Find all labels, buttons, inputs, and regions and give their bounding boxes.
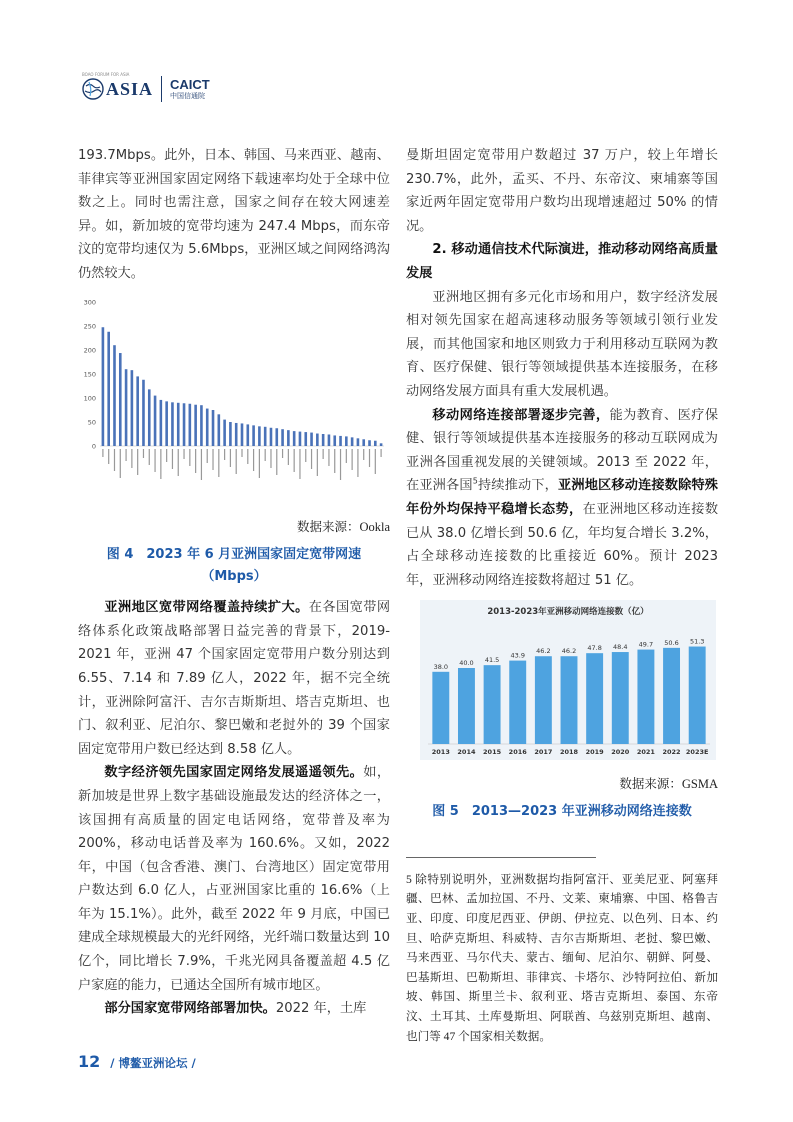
- bar-41: [339, 435, 342, 445]
- y-tick-label: 200: [83, 346, 96, 355]
- bar-2018: [561, 657, 578, 745]
- bar-38: [322, 434, 325, 446]
- caict-logo: [170, 78, 210, 100]
- boao-small-text: BOAO FORUM FOR ASIA: [82, 72, 130, 77]
- y-tick-label: 50: [87, 418, 96, 427]
- paragraph-left-2-lead: 亚洲地区宽带网络覆盖持续扩大。: [104, 600, 309, 616]
- right-column: [406, 144, 718, 1046]
- x-label-placeholder: [305, 449, 306, 462]
- bar-5: [131, 370, 134, 446]
- bar-15: [189, 403, 192, 445]
- bar-37: [316, 433, 319, 445]
- bar-19: [212, 410, 215, 446]
- category-label: 2021: [636, 748, 655, 757]
- x-label-placeholder: [230, 449, 231, 467]
- figure-5-source: 数据来源：GSMA: [619, 776, 718, 791]
- paragraph-right-2: 亚洲地区拥有多元化市场和用户，数字经济发展相对领先国家在超高速移动服务等领域引领行业发展，而其他国家和地区则致力于利用移动互联网为教育、医疗保健、银行等领域提供基本连接服务，在移动网络发展方面具有重大发展机遇。: [406, 289, 718, 399]
- paragraph-right-3-highlight: 亚洲地区移动连接数除特殊年份外均保持平稳增长态势，: [406, 478, 718, 517]
- bar-26: [252, 425, 255, 446]
- paragraph-left-4-lead: 部分国家宽带网络部署加快。: [104, 1001, 276, 1017]
- x-label-placeholder: [294, 449, 295, 472]
- x-label-placeholder: [207, 449, 208, 463]
- y-tick-label: 150: [83, 370, 96, 379]
- paragraph-right-3: [406, 404, 718, 593]
- bar-29: [270, 427, 273, 445]
- header-logos: [82, 74, 210, 104]
- value-label: 41.5: [484, 656, 500, 665]
- bar-33: [293, 431, 296, 446]
- bar-6: [136, 376, 139, 446]
- value-label: 47.8: [587, 644, 602, 653]
- value-label: 46.2: [536, 647, 551, 656]
- bar-27: [258, 426, 261, 446]
- footer-title: / 博鳌亚洲论坛 /: [110, 1056, 196, 1070]
- category-label: 2015: [483, 748, 502, 757]
- x-label-placeholder: [265, 449, 266, 461]
- bar-10: [160, 399, 163, 445]
- x-label-placeholder: [346, 449, 347, 463]
- y-tick-label: 250: [83, 322, 96, 331]
- x-label-placeholder: [363, 449, 364, 460]
- x-label-placeholder: [108, 449, 109, 464]
- bar-31: [281, 429, 284, 446]
- x-label-placeholder: [172, 449, 173, 469]
- globe-icon: [82, 78, 104, 100]
- bar-12: [171, 402, 174, 446]
- x-label-placeholder: [340, 449, 341, 480]
- x-label-placeholder: [149, 449, 150, 465]
- x-label-placeholder: [183, 449, 184, 459]
- x-label-placeholder: [282, 449, 283, 458]
- bar-39: [328, 434, 331, 446]
- bar-9: [154, 395, 157, 445]
- x-label-placeholder: [288, 449, 289, 465]
- x-label-placeholder: [247, 449, 248, 464]
- bar-20: [218, 414, 221, 446]
- figure-5-caption: 图 5 2013—2023 年亚洲移动网络连接数: [432, 803, 692, 819]
- bar-2022: [663, 648, 680, 744]
- paragraph-left-3-lead: 数字经济领先国家固定网络发展遥遥领先。: [104, 765, 364, 781]
- x-label-placeholder: [166, 449, 167, 462]
- y-tick-label: 300: [83, 298, 96, 307]
- figure-5-chart: [420, 600, 716, 760]
- x-label-placeholder: [125, 449, 126, 461]
- bar-2014: [458, 668, 475, 744]
- footnote-divider: [406, 857, 596, 858]
- x-label-placeholder: [311, 449, 312, 469]
- paragraph-right-3-a: 能为教育、医疗保健、银行等领域提供基本连接服务的移动互联网成为亚洲各国重视发展的关键领域。2013 至 2022 年，在亚洲各国: [406, 407, 719, 494]
- bar-47: [374, 440, 377, 445]
- category-label: 2018: [559, 748, 579, 757]
- x-label-placeholder: [102, 449, 103, 457]
- bar-22: [229, 422, 232, 446]
- bar-23: [235, 423, 238, 446]
- y-tick-label: 0: [91, 442, 96, 451]
- section-heading-2: [406, 238, 718, 285]
- category-label: 2014: [457, 748, 476, 757]
- paragraph-left-3-body: 如，新加坡是世界上数字基础设施最发达的经济体之一，该国拥有高质量的固定电话网络，宽带普及率为 200%，移动电话普及率为 160.6%。又如，2022 年，中国（包含香港、澳门、台湾地区）固定宽带用户数达到 6.0 亿人，占亚洲国家比重的 16.6%（上年为 15.1%）。此外，截至 2022 年 9 月底，中国已建成全球规模最大的光纤网络，光纤端口数量达到 10 亿个，同比增长 7.9%，千兆光网具备覆盖超 4.5 亿户家庭的能力，已通达全国所有城市地区。: [78, 765, 391, 993]
- x-label-placeholder: [317, 449, 318, 476]
- page-footer: [78, 1052, 196, 1071]
- bar-2015: [484, 665, 501, 744]
- x-label-placeholder: [160, 449, 161, 479]
- bar-28: [264, 426, 267, 445]
- bar-44: [357, 438, 360, 446]
- x-label-placeholder: [357, 449, 358, 477]
- x-label-placeholder: [178, 449, 179, 476]
- section-heading-2-text: 2. 移动通信技术代际演进，推动移动网络高质量发展: [406, 242, 718, 281]
- footnote-5: 5 除特别说明外，亚洲数据均指阿富汗、亚美尼亚、阿塞拜疆、巴林、孟加拉国、不丹、文莱、柬埔寨、中国、格鲁吉亚、印度、印度尼西亚、伊朗、伊拉克、以色列、日本、约旦、哈萨克斯坦、科威特、吉尔吉斯斯坦、老挝、黎巴嫩、马来西亚、马尔代夫、蒙古、缅甸、尼泊尔、朝鲜、阿曼、巴基斯坦、巴勒斯坦、菲律宾、卡塔尔、沙特阿拉伯、新加坡、韩国、斯里兰卡、叙利亚、塔吉克斯坦、泰国、东帝汶、土耳其、土库曼斯坦、阿联酋、乌兹别克斯坦、越南、也门等 47 个国家相关数据。: [406, 872, 718, 1043]
- value-label: 40.0: [459, 659, 474, 668]
- x-label-placeholder: [270, 449, 271, 468]
- footnote-ref-5[interactable]: 5: [472, 476, 478, 486]
- x-label-placeholder: [323, 449, 324, 459]
- bar-36: [310, 432, 313, 445]
- x-label-placeholder: [218, 449, 219, 477]
- caict-chinese: 中国信通院: [170, 92, 206, 100]
- x-label-placeholder: [212, 449, 213, 470]
- bar-48: [380, 443, 383, 446]
- x-label-placeholder: [328, 449, 329, 466]
- bar-2019: [586, 653, 603, 744]
- bar-0: [102, 327, 105, 446]
- bar-24: [241, 423, 244, 446]
- paragraph-left-4: [78, 997, 390, 1021]
- bar-46: [368, 440, 371, 446]
- page-number: 12: [78, 1052, 101, 1071]
- bar-43: [351, 437, 354, 446]
- paragraph-left-1: 193.7Mbps。此外，日本、韩国、马来西亚、越南、菲律宾等亚洲国家固定网络下载速率均处于全球中位数之上。同时也需注意，国家之间存在较大网速差异。如，新加坡的宽带均速为 247.4 Mbps，而东帝汶的宽带均速仅为 5.6Mbps，亚洲区域之间网络鸿沟仍然较大。: [78, 148, 390, 281]
- bar-34: [299, 431, 302, 445]
- x-label-placeholder: [114, 449, 115, 471]
- bar-7: [142, 379, 145, 445]
- bar-21: [223, 419, 226, 445]
- paragraph-right-3-lead: 移动网络连接部署逐步完善，: [432, 407, 610, 423]
- category-label: 2020: [611, 748, 630, 757]
- paragraph-left-2-body: 在各国宽带网络体系化政策战略部署日益完善的背景下，2019-2021 年，亚洲 47 个国家固定宽带用户数分别达到 6.55、7.14 和 7.89 亿人，2022 年，据不完全统计，亚洲除阿富汗、吉尔吉斯斯坦、塔吉克斯坦、也门、叙利亚、尼泊尔、黎巴嫩和老挝外的 39 个国家固定宽带用户数已经达到 8.58 亿人。: [78, 600, 391, 757]
- bar-2013: [432, 672, 449, 744]
- x-label-placeholder: [131, 449, 132, 468]
- value-label: 43.9: [510, 651, 525, 660]
- bar-40: [333, 435, 336, 446]
- bar-1: [107, 331, 110, 445]
- bar-11: [165, 401, 168, 446]
- x-label-placeholder: [241, 449, 242, 457]
- left-column: [78, 144, 390, 1021]
- category-label: 2017: [534, 748, 553, 757]
- bar-17: [200, 405, 203, 446]
- x-label-placeholder: [224, 449, 225, 460]
- x-label-placeholder: [352, 449, 353, 470]
- value-label: 48.4: [613, 643, 628, 652]
- category-label: 2023E: [685, 748, 709, 757]
- figure-4-caption: 图 4 2023 年 6 月亚洲国家固定宽带网速（Mbps）: [106, 547, 362, 585]
- bar-3: [119, 353, 122, 446]
- x-label-placeholder: [137, 449, 138, 475]
- bar-45: [362, 439, 365, 446]
- x-label-placeholder: [381, 449, 382, 457]
- caict-wordmark: CAICT: [170, 77, 210, 92]
- bar-14: [183, 403, 186, 446]
- x-label-placeholder: [253, 449, 254, 471]
- bar-8: [148, 389, 151, 446]
- x-label-placeholder: [189, 449, 190, 466]
- bar-2023E: [689, 647, 706, 744]
- paragraph-right-1: 曼斯坦固定宽带用户数超过 37 万户，较上年增长 230.7%，此外，孟买、不丹、东帝汶、柬埔寨等国家近两年固定宽带用户数均出现增速超过 50% 的情况。: [406, 148, 718, 234]
- bar-16: [194, 404, 197, 445]
- chart-title: 2013-2023年亚洲移动网络连接数（亿）: [487, 607, 649, 618]
- bar-42: [345, 436, 348, 446]
- bar-4: [125, 369, 128, 446]
- x-label-placeholder: [276, 449, 277, 475]
- category-label: 2016: [508, 748, 527, 757]
- x-label-placeholder: [375, 449, 376, 474]
- x-label-placeholder: [369, 449, 370, 467]
- bar-2016: [509, 661, 526, 744]
- paragraph-left-4-body: 2022 年，土库: [275, 1001, 367, 1017]
- paragraph-right-3-b: 持续推动下，: [477, 478, 559, 494]
- value-label: 50.6: [664, 639, 679, 648]
- category-label: 2013: [431, 748, 450, 757]
- figure-4-chart: [78, 294, 390, 504]
- x-label-placeholder: [195, 449, 196, 473]
- value-label: 38.0: [433, 663, 449, 672]
- value-label: 51.3: [689, 637, 705, 646]
- x-label-placeholder: [120, 449, 121, 478]
- asia-wordmark: ASIA: [106, 78, 154, 99]
- logo-divider: [161, 76, 162, 102]
- paragraph-right-3-c: 在亚洲地区移动连接数已从 38.0 亿增长到 50.6 亿，年均复合增长 3.2%，占全球移动连接数的比重接近 60%。预计 2023 年，亚洲移动网络连接数将超过 51 亿。: [406, 501, 719, 588]
- bar-35: [304, 432, 307, 446]
- bar-2017: [535, 657, 552, 745]
- bar-25: [246, 424, 249, 446]
- x-label-placeholder: [334, 449, 335, 473]
- value-label: 49.7: [638, 640, 654, 649]
- bar-30: [275, 428, 278, 446]
- x-label-placeholder: [236, 449, 237, 474]
- bar-32: [287, 430, 290, 446]
- paragraph-left-3: [78, 761, 390, 997]
- bar-2020: [612, 652, 629, 744]
- boao-forum-logo: [82, 72, 154, 100]
- category-label: 2022: [662, 748, 681, 757]
- bar-18: [206, 408, 209, 445]
- x-label-placeholder: [299, 449, 300, 479]
- bar-2: [113, 345, 116, 446]
- paragraph-left-2: [78, 596, 390, 761]
- y-tick-label: 100: [83, 394, 96, 403]
- x-label-placeholder: [143, 449, 144, 458]
- bar-13: [177, 402, 180, 445]
- figure-4-source: 数据来源：Ookla: [296, 520, 390, 535]
- bar-2021: [637, 650, 654, 744]
- x-label-placeholder: [259, 449, 260, 478]
- value-label: 46.2: [561, 647, 577, 656]
- x-label-placeholder: [154, 449, 155, 472]
- x-label-placeholder: [201, 449, 202, 480]
- category-label: 2019: [585, 748, 604, 757]
